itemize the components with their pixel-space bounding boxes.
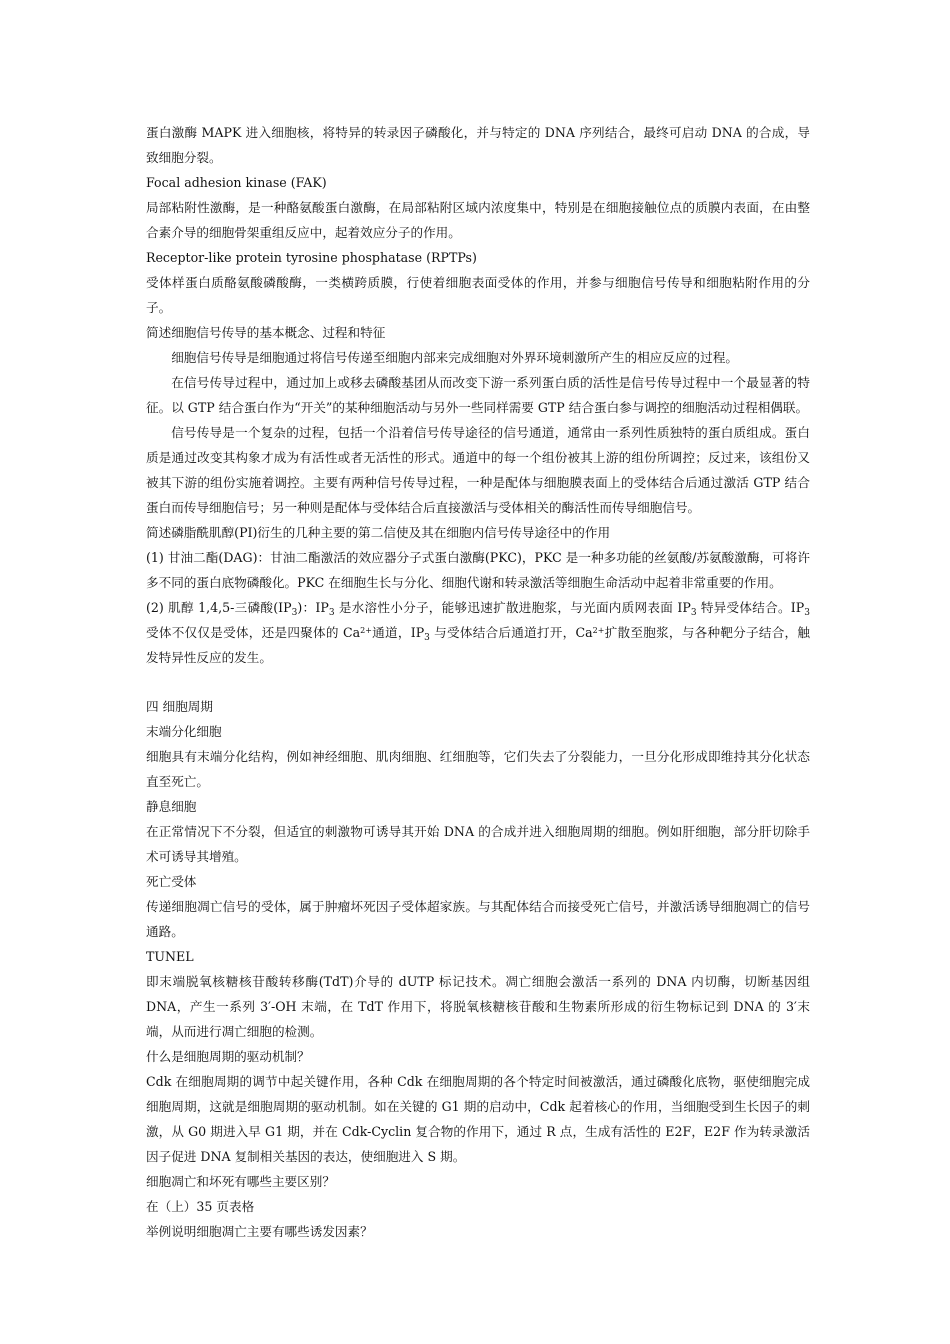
paragraph-signal-concept: 细胞信号传导是细胞通过将信号传递至细胞内部来完成细胞对外界环境刺激所产生的相应反应的过程。 xyxy=(171,350,738,365)
paragraph-table-reference: 在（上）35 页表格 xyxy=(146,1199,255,1214)
paragraph-fak-definition: 局部粘附性激酶，是一种酪氨酸蛋白激酶，在局部粘附区域内浓度集中，特别是在细胞接触位点的质膜内表面，在由整合素介导的细胞骨架重组反应中，起着效应分子的作用。 xyxy=(146,200,810,240)
paragraph-mapk: 蛋白激酶 MAPK 进入细胞核，将特异的转录因子磷酸化，并与特定的 DNA 序列结合，最终可启动 DNA 的合成，导致细胞分裂。 xyxy=(146,125,810,165)
term-death-receptor-heading: 死亡受体 xyxy=(146,874,197,889)
question-cell-cycle-driver: 什么是细胞周期的驱动机制？ xyxy=(146,1049,310,1064)
question-signal-transduction: 简述细胞信号传导的基本概念、过程和特征 xyxy=(146,325,386,340)
term-quiescent-cell-heading: 静息细胞 xyxy=(146,799,197,814)
paragraph-tunel: 即末端脱氧核糖核苷酸转移酶(TdT)介导的 dUTP 标记技术。凋亡细胞会激活一系列的 DNA 内切酶，切断基因组 DNA，产生一系列 3′-OH 末端，在 TdT 作用下，将脱氧核糖核苷酸和生物素所形成的衍生物标记到 DNA 的 3′末端，从而进行凋亡细胞的检测。 xyxy=(146,974,810,1039)
paragraph-dag: (1) 甘油二酯(DAG)：甘油二酯激活的效应器分子式蛋白激酶(PKC)，PKC 是一种多功能的丝氨酸/苏氨酸激酶，可将许多不同的蛋白底物磷酸化。PKC 在细胞生长与分化、细胞代谢和转录激活等细胞生命活动中起着非常重要的作用。 xyxy=(146,550,810,590)
paragraph-signal-process: 在信号传导过程中，通过加上或移去磷酸基团从而改变下游一系列蛋白质的活性是信号传导过程中一个最显著的特征。以 GTP 结合蛋白作为“开关”的某种细胞活动与另外一些同样需要 GTP 结合蛋白参与调控的细胞活动过程相偶联。 xyxy=(146,375,810,415)
paragraph-terminal-differentiation: 细胞具有末端分化结构，例如神经细胞、肌肉细胞、红细胞等，它们失去了分裂能力，一旦分化形成即维持其分化状态直至死亡。 xyxy=(146,749,810,789)
question-apoptosis-vs-necrosis: 细胞凋亡和坏死有哪些主要区别？ xyxy=(146,1174,335,1189)
document-page xyxy=(146,120,810,1244)
question-apoptosis-inducers: 举例说明细胞凋亡主要有哪些诱发因素？ xyxy=(146,1224,373,1239)
paragraph-death-receptor: 传递细胞凋亡信号的受体，属于肿瘤坏死因子受体超家族。与其配体结合而接受死亡信号，并激活诱导细胞凋亡的信号通路。 xyxy=(146,899,810,939)
question-pi-second-messengers: 简述磷脂酰肌醇(PI)衍生的几种主要的第二信使及其在细胞内信号传导途径中的作用 xyxy=(146,525,611,540)
term-terminal-differentiation-heading: 末端分化细胞 xyxy=(146,724,222,739)
paragraph-signal-features: 信号传导是一个复杂的过程，包括一个沿着信号传导途径的信号通道，通常由一系列性质独特的蛋白质组成。蛋白质是通过改变其构象才成为有活性或者无活性的形式。通道中的每一个组份被其上游的组份所调控；反过来，该组份又被其下游的组份实施着调控。主要有两种信号传导过程，一种是配体与细胞膜表面上的受体结合后通过激活 GTP 结合蛋白而传导细胞信号；另一种则是配体与受体结合后直接激活与受体相关的酶活性而传导细胞信号。 xyxy=(146,425,810,515)
paragraph-ip3: (2) 肌醇 1,4,5-三磷酸$(IP_3)$：$IP_3$ 是水溶性小分子，能够迅速扩散进胞浆，与光面内质网表面 $IP_3$ 特异受体结合。$IP_3$ 受体不仅仅是受体，还是四聚体的 $Ca^{2+}$通道，$IP_3$ 与受体结合后通道打开，$Ca^{2+}$扩散至胞浆，与各种靶分子结合，触发特异性反应的发生。 xyxy=(146,600,810,665)
term-rptps-heading: Receptor-like protein tyrosine phosphatase (RPTPs) xyxy=(146,250,477,265)
paragraph-cell-cycle-driver: Cdk 在细胞周期的调节中起关键作用，各种 Cdk 在细胞周期的各个特定时间被激活，通过磷酸化底物，驱使细胞完成细胞周期，这就是细胞周期的驱动机制。如在关键的 G1 期的启动中，Cdk 起着核心的作用，当细胞受到生长因子的刺激，从 G0 期进入早 G1 期，并在 Cdk-Cyclin 复合物的作用下，通过 R 点，生成有活性的 E2F，E2F 作为转录激活因子促进 DNA 复制相关基因的表达，使细胞进入 S 期。 xyxy=(146,1074,810,1164)
term-fak-heading: Focal adhesion kinase (FAK) xyxy=(146,175,327,190)
paragraph-rptps-definition: 受体样蛋白质酪氨酸磷酸酶，一类横跨质膜，行使着细胞表面受体的作用，并参与细胞信号传导和细胞粘附作用的分子。 xyxy=(146,275,810,315)
paragraph-quiescent-cell: 在正常情况下不分裂，但适宜的刺激物可诱导其开始 DNA 的合成并进入细胞周期的细胞。例如肝细胞，部分肝切除手术可诱导其增殖。 xyxy=(146,824,810,864)
section-heading-cell-cycle: 四 细胞周期 xyxy=(146,699,213,714)
term-tunel-heading: TUNEL xyxy=(146,949,194,964)
